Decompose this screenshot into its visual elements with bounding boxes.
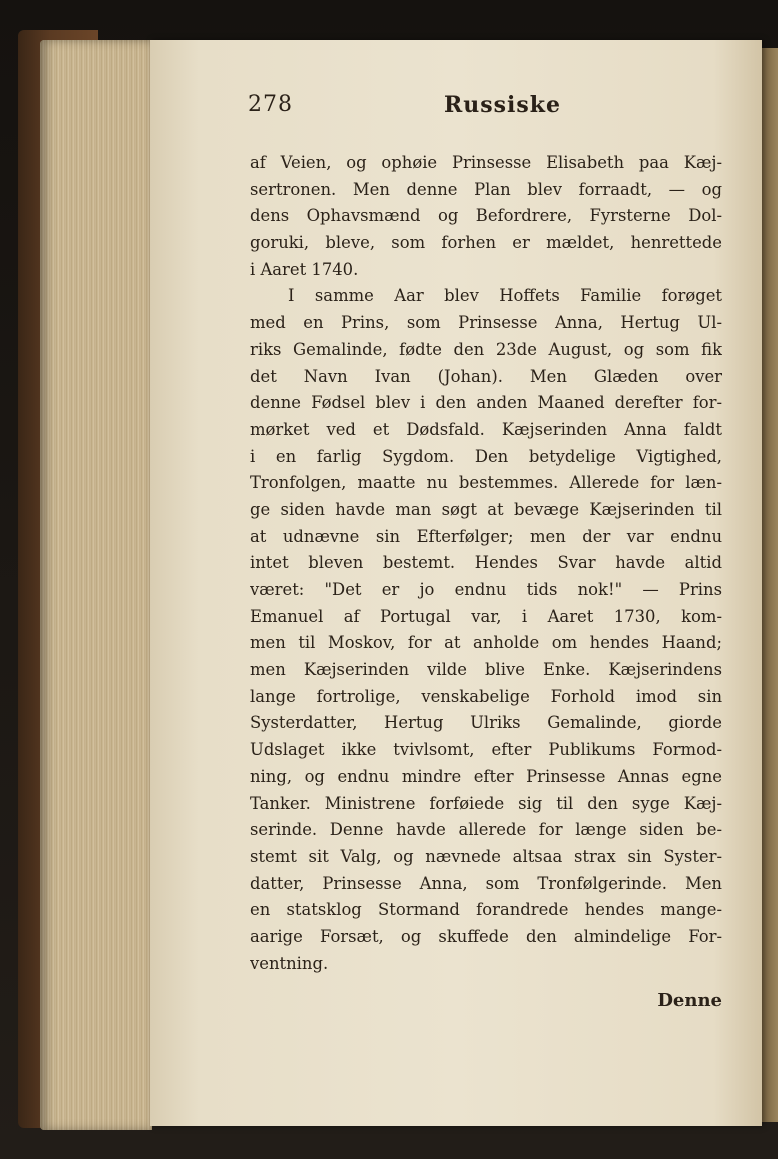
text-line: goruki, bleve, som forhen er mældet, henrettede bbox=[250, 233, 722, 253]
text-line: i Aaret 1740. bbox=[250, 259, 359, 279]
text-line: ventning. bbox=[250, 953, 329, 973]
text-line: mørket ved et Dødsfald. Kæjserinden Anna faldt bbox=[250, 419, 722, 439]
text-line: med en Prins, som Prinsesse Anna, Hertug Ul- bbox=[250, 313, 722, 333]
page-edges bbox=[40, 40, 152, 1130]
body-text bbox=[250, 150, 722, 977]
text-line: det Navn Ivan (Johan). Men Glæden over bbox=[250, 366, 722, 386]
text-line: men Kæjserinden vilde blive Enke. Kæjserindens bbox=[250, 660, 722, 680]
text-line: Tronfolgen, maatte nu bestemmes. Allerede for læn- bbox=[250, 473, 722, 493]
text-line: Systerdatter, Hertug Ulriks Gemalinde, giorde bbox=[250, 713, 722, 733]
text-line: været: "Det er jo endnu tids nok!" — Prins bbox=[250, 580, 722, 599]
text-line: denne Fødsel blev i den anden Maaned derefter for- bbox=[250, 393, 722, 413]
text-line: sertronen. Men denne Plan blev forraadt, — og bbox=[250, 179, 722, 199]
text-line: intet bleven bestemt. Hendes Svar havde altid bbox=[250, 553, 722, 573]
text-line: riks Gemalinde, fødte den 23de August, og som fik bbox=[250, 339, 722, 359]
text-line: Tanker. Ministrene forføiede sig til den syge Kæj- bbox=[250, 793, 722, 813]
catchword: Denne bbox=[657, 990, 722, 1011]
text-line: af Veien, og ophøie Prinsesse Elisabeth paa Kæj- bbox=[250, 153, 722, 172]
text-line: lange fortrolige, venskabelige Forhold imod sin bbox=[250, 686, 722, 706]
text-line: I samme Aar blev Hoffets Familie forøget bbox=[288, 286, 722, 306]
running-head: Russiske bbox=[444, 92, 562, 118]
text-line: stemt sit Valg, og nævnede altsaa strax sin Syster- bbox=[250, 846, 722, 866]
text-line: Udslaget ikke tvivlsomt, efter Publikums Formod- bbox=[250, 740, 722, 760]
text-line: serinde. Denne havde allerede for længe siden be- bbox=[250, 820, 722, 840]
text-line: ge siden havde man søgt at bevæge Kæjserinden til bbox=[250, 499, 722, 519]
text-line: datter, Prinsesse Anna, som Tronfølgerinde. Men bbox=[250, 873, 722, 893]
text-line: i en farlig Sygdom. Den betydelige Vigtighed, bbox=[250, 446, 722, 466]
text-line: dens Ophavsmænd og Befordrere, Fyrsterne Dol- bbox=[250, 206, 722, 226]
text-line: aarige Forsæt, og skuffede den almindelige For- bbox=[250, 926, 722, 946]
text-line: ning, og endnu mindre efter Prinsesse Annas egne bbox=[250, 766, 722, 786]
page-number: 278 bbox=[248, 92, 293, 117]
text-line: en statsklog Stormand forandrede hendes mange- bbox=[250, 900, 722, 920]
text-line: Emanuel af Portugal var, i Aaret 1730, kom- bbox=[250, 606, 722, 626]
text-line: men til Moskov, for at anholde om hendes Haand; bbox=[250, 633, 722, 653]
text-line: at udnævne sin Efterfølger; men der var endnu bbox=[250, 526, 722, 546]
page-header bbox=[248, 92, 738, 128]
